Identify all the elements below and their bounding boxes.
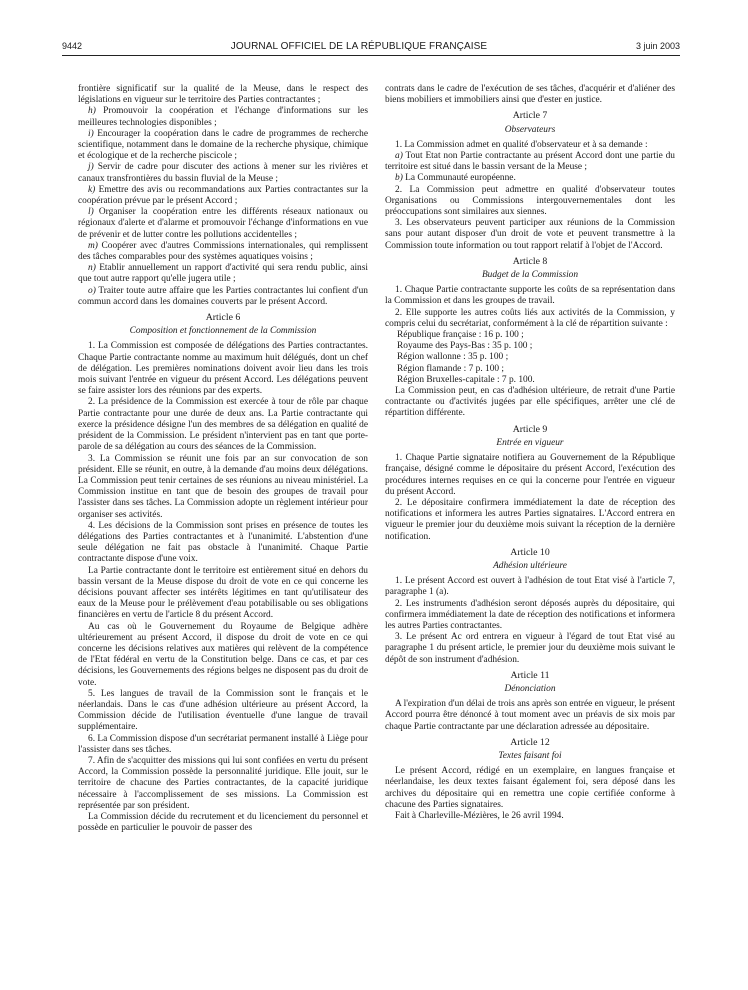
paragraph: A l'expiration d'un délai de trois ans après son entrée en vigueur, le présent Accord pourra être dénoncé à tout moment avec un préavis de six mois par chaque Partie contractante par une déclaration adressée au dépositaire. bbox=[385, 699, 675, 732]
list-item bbox=[78, 263, 368, 285]
item-text: Promouvoir la coopération et l'échange d'informations sur les meilleures technologies disponibles ; bbox=[78, 106, 368, 128]
paragraph: 5. Les langues de travail de la Commission sont le français et le néerlandais. Dans le cas d'une adhésion ultérieure au présent Accord, la Commission décide de l'utilisation éventuelle d'une langue de travail supplémentaire. bbox=[78, 688, 368, 733]
paragraph: 1. La Commission admet en qualité d'observateur et à sa demande : bbox=[395, 139, 648, 150]
item-label: b) bbox=[395, 173, 403, 184]
article-subheading: Composition et fonctionnement de la Commission bbox=[129, 326, 317, 337]
list-item bbox=[78, 286, 368, 308]
item-label: m) bbox=[88, 240, 98, 251]
item-text: Etablir annuellement un rapport d'activité qui sera rendu public, ainsi que tout autre rapport qu'elle jugera utile ; bbox=[78, 263, 368, 285]
issue-date: 3 juin 2003 bbox=[635, 41, 680, 51]
article-subheading: Textes faisant foi bbox=[498, 750, 562, 761]
paragraph: 1. Chaque Partie signataire notifiera au Gouvernement de la République française, désigné comme le dépositaire du présent Accord, l'exécution des procédures internes requises en ce qui la concerne pour l'entrée en vigueur du présent Accord. bbox=[385, 453, 675, 497]
paragraph: 2. Le dépositaire confirmera immédiatement la date de réception des notifications et informera les autres Parties signataires. L'Accord entrera en vigueur le premier jour du deuxième mois suivant la réception de la dernière notification. bbox=[385, 497, 675, 542]
item-text: Coopérer avec d'autres Commissions internationales, qui remplissent des tâches comparables pour des systèmes aquatiques voisins ; bbox=[78, 240, 368, 263]
article-subheading: Entrée en vigueur bbox=[496, 437, 564, 448]
paragraph: 1. Chaque Partie contractante supporte les coûts de sa représentation dans la Commission et dans les groupes de travail. bbox=[385, 285, 675, 307]
paragraph: 2. Elle supporte les autres coûts liés aux activités de la Commission, y compris celui du secrétariat, conformément à la clé de répartition suivante : bbox=[385, 307, 675, 329]
paragraph: La Partie contractante dont le territoire est entièrement situé en dehors du bassin versant de la Meuse dispose du droit de vote en ce qui concerne les décisions pouvant affecter ses intérêts légitimes en tant qu'utilisateur des eaux de la Meuse pour le prélèvement d'eau potabilisable ou ses obligations financières en vertu de l'article 8 du présent Accord. bbox=[78, 565, 368, 621]
distribution-line: Région flamande : 7 p. 100 ; bbox=[397, 363, 505, 374]
item-text: Servir de cadre pour discuter des actions à mener sur les rivières et canaux transfrontières du bassin fluvial de la Meuse ; bbox=[78, 162, 368, 184]
paragraph: 7. Afin de s'acquitter des missions qui lui sont confiées en vertu du présent Accord, la Commission possède la personnalité juridique. Elle jouit, sur le territoire de chacune des Parties contractantes, de la capacité juridique nécessaire à l'accomplissement de ses missions. La Commission est représentée par son président. bbox=[78, 755, 368, 811]
distribution-line: Royaume des Pays-Bas : 35 p. 100 ; bbox=[397, 341, 533, 352]
paragraph: 3. Le présent Ac ord entrera en vigueur à l'égard de tout Etat visé au paragraphe 1 du présent article, le premier jour du deuxième mois suivant le dépôt de son instrument d'adhésion. bbox=[385, 632, 675, 665]
distribution-line: Région wallonne : 35 p. 100 ; bbox=[397, 352, 509, 363]
paragraph: Le présent Accord, rédigé en un exemplaire, en langues française et néerlandaise, les deux textes faisant également foi, sera déposé dans les archives du dépositaire qui en remettra une copie certifiée conforme à chacune des Parties signataires. bbox=[385, 766, 675, 810]
list-item bbox=[78, 185, 368, 207]
list-item bbox=[385, 151, 675, 173]
item-text: Tout Etat non Partie contractante au présent Accord dont une partie du territoire est situé dans le bassin versant de la Meuse ; bbox=[385, 151, 675, 173]
list-item bbox=[78, 106, 368, 128]
item-label: a) bbox=[395, 151, 403, 162]
page-number: 9442 bbox=[62, 41, 83, 51]
article-heading: Article 9 bbox=[512, 423, 548, 435]
paragraph: 2. Les instruments d'adhésion seront déposés auprès du dépositaire, qui confirmera immédiatement la date de réception des notifications et informera les autres Parties contractantes. bbox=[385, 598, 675, 631]
item-text: Emettre des avis ou recommandations aux Parties contractantes sur la coopération prévue par le présent Accord ; bbox=[78, 184, 368, 207]
item-label: o) bbox=[88, 285, 96, 296]
distribution-line: République française : 16 p. 100 ; bbox=[397, 330, 524, 341]
paragraph: 1. La Commission est composée de délégations des Parties contractantes. Chaque Partie contractante nomme au maximum huit délégués, dont un chef de délégation. Les premières nominations doivent avoir lieu dans les trois mois suivant l'entrée en vigueur du présent Accord. Les délégations peuvent se faire assister lors des réunions par des experts. bbox=[78, 341, 368, 397]
right-column bbox=[385, 84, 675, 822]
paragraph: contrats dans le cadre de l'exécution de ses tâches, d'acquérir et d'aliéner des biens mobiliers et immobiliers ainsi que d'ester en justice. bbox=[385, 84, 675, 106]
paragraph: frontière significatif sur la qualité de la Meuse, dans le respect des législations en vigueur sur le territoire des Parties contractantes ; bbox=[78, 84, 368, 106]
paragraph: La Commission décide du recrutement et du licenciement du personnel et possède en particulier le pouvoir de passer des bbox=[78, 812, 368, 834]
distribution-line: Région Bruxelles-capitale : 7 p. 100. bbox=[397, 374, 535, 385]
paragraph: Au cas où le Gouvernement du Royaume de Belgique adhère ultérieurement au présent Accord, il dispose du droit de vote en ce qui concerne les décisions relatives aux matières qui relèvent de la compétence de l'Etat fédéral en vertu de la Constitution belge. Dans ce cas, et par ces décisions, les Gouvernements des régions belges ne disposent pas du droit de vote. bbox=[78, 621, 368, 688]
item-text: Encourager la coopération dans le cadre de programmes de recherche scientifique, notamment dans le domaine de la recherche physique, chimique et écologique et de la recherche piscicole ; bbox=[78, 128, 368, 162]
item-label: h) bbox=[88, 106, 96, 117]
item-label: i) bbox=[88, 128, 94, 139]
article-subheading: Observateurs bbox=[504, 124, 556, 135]
article-heading: Article 11 bbox=[510, 669, 550, 681]
article-heading: Article 12 bbox=[510, 736, 550, 748]
list-item bbox=[78, 207, 368, 241]
left-column bbox=[78, 84, 368, 834]
article-subheading: Adhésion ultérieure bbox=[493, 560, 567, 571]
paragraph: 4. Les décisions de la Commission sont prises en présence de toutes les délégations des Parties contractantes et à l'unanimité. L'abstention d'une seule délégation ne fait pas obstacle à l'unanimité. Chaque Partie contractante dispose d'une voix. bbox=[78, 520, 368, 565]
item-text: Traiter toute autre affaire que les Parties contractantes lui confient d'un commun accord dans les domaines couverts par le présent Accord. bbox=[78, 285, 368, 307]
article-heading: Article 10 bbox=[510, 546, 550, 558]
article-heading: Article 6 bbox=[205, 312, 241, 324]
article-subheading: Budget de la Commission bbox=[481, 270, 579, 281]
item-label: l) bbox=[88, 207, 94, 218]
article-heading: Article 8 bbox=[512, 255, 548, 267]
paragraph: 3. Les observateurs peuvent participer aux réunions de la Commission sans pour autant disposer d'un droit de vote et peuvent transmettre à la Commission toute information ou tout rapport relatif à l'objet de l'Accord. bbox=[385, 218, 675, 251]
item-label: k) bbox=[88, 184, 96, 195]
item-text: Organiser la coopération entre les différents réseaux nationaux ou régionaux d'alerte et d'alarme et promouvoir l'échange d'informations en vue de prévenir et de lutter contre les pollutions accidentelles ; bbox=[78, 207, 368, 240]
article-heading: Article 7 bbox=[512, 110, 548, 122]
paragraph: La Commission peut, en cas d'adhésion ultérieure, de retrait d'une Partie contractante ou d'activités jugées par elle spécifiques, arrêter une clé de répartition différente. bbox=[385, 386, 675, 419]
paragraph: 1. Le présent Accord est ouvert à l'adhésion de tout Etat visé à l'article 7, paragraphe 1 (a). bbox=[385, 576, 675, 598]
paragraph: Fait à Charleville-Mézières, le 26 avril 1994. bbox=[395, 810, 564, 821]
page-header bbox=[62, 39, 680, 53]
list-item bbox=[78, 129, 368, 163]
item-label: j) bbox=[88, 162, 94, 173]
journal-title: JOURNAL OFFICIEL DE LA RÉPUBLIQUE FRANÇAISE bbox=[230, 40, 488, 52]
header-rule bbox=[62, 55, 680, 56]
paragraph: 3. La Commission se réunit une fois par an sur convocation de son président. Elle se réunit, en outre, à la demande d'au moins deux délégations. La Commission peut tenir certaines de ses réunions au niveau ministériel. La Commission institue en tant que de besoin des groupes de travail pour l'assister dans ses tâches. La Commission adopte un règlement intérieur pour organiser ses activités. bbox=[78, 453, 368, 520]
list-item bbox=[78, 162, 368, 184]
paragraph: 2. La présidence de la Commission est exercée à tour de rôle par chaque Partie contractante pour une durée de deux ans. La Partie contractante qui exerce la présidence désigne l'un des membres de sa délégation en qualité de président de la Commission. Le président n'intervient pas en tant que porte-parole de sa délégation au cours des séances de la Commission. bbox=[78, 397, 368, 453]
list-item bbox=[385, 173, 675, 184]
list-item bbox=[78, 241, 368, 263]
paragraph: 2. La Commission peut admettre en qualité d'observateur toutes Organisations ou Commissions intergouvernementales dont les préoccupations sont similaires aux siennes. bbox=[385, 184, 675, 218]
item-label: n) bbox=[88, 263, 96, 274]
article-subheading: Dénonciation bbox=[504, 683, 556, 694]
paragraph: 6. La Commission dispose d'un secrétariat permanent installé à Liège pour l'assister dans ses tâches. bbox=[78, 733, 368, 755]
item-text: La Communauté européenne. bbox=[402, 173, 516, 184]
